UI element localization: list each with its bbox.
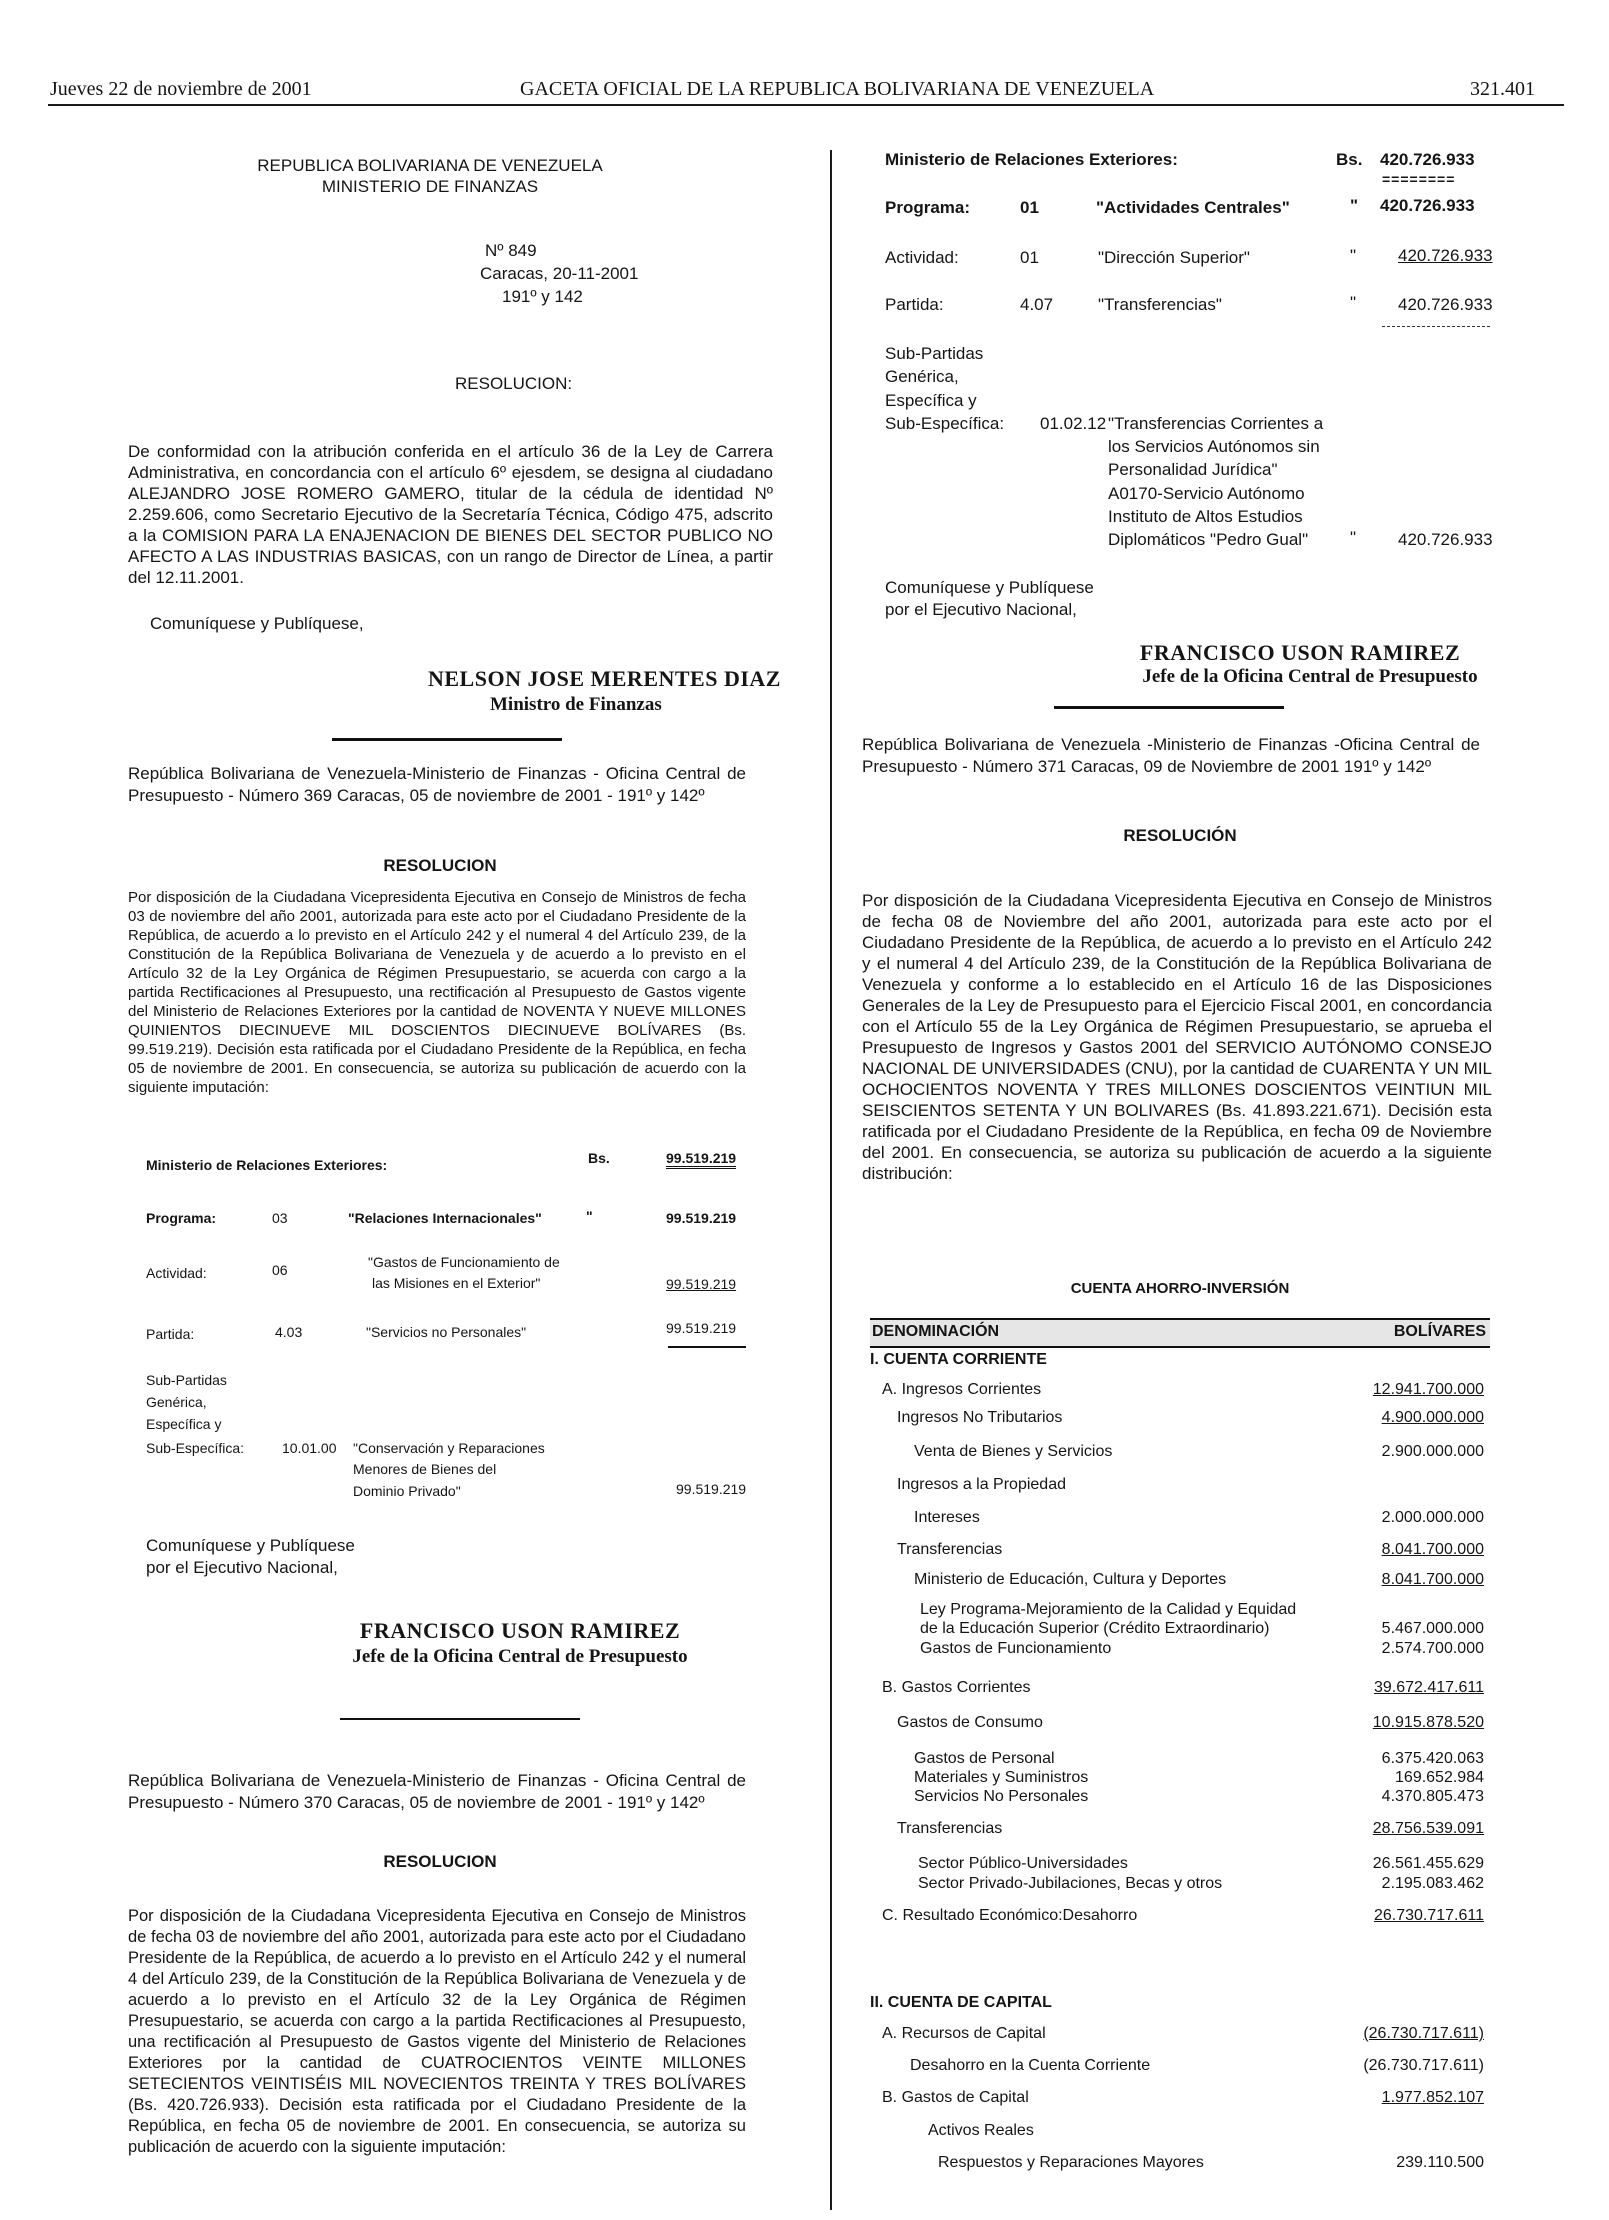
imp370-sub-label-2: Genérica, bbox=[885, 367, 959, 386]
imp370-signature-title: Jefe de la Oficina Central de Presupuesto bbox=[1142, 666, 1478, 687]
res369-activity-desc-2: las Misiones en el Exterior" bbox=[372, 1275, 541, 1291]
budget-row-value: 1.977.852.107 bbox=[1381, 2089, 1484, 2106]
budget-row-label: Materiales y Suministros bbox=[914, 1769, 1089, 1786]
budget-row-value: 10.915.878.520 bbox=[1372, 1714, 1484, 1731]
imp370-sub-label-4: Sub-Específica: bbox=[885, 414, 1005, 433]
budget-row-label: Sector Público-Universidades bbox=[918, 1855, 1128, 1872]
res369-sub-code: 10.01.00 bbox=[282, 1440, 337, 1456]
res369-signature-title: Jefe de la Oficina Central de Presupuesto bbox=[352, 1646, 688, 1667]
budget-row-value: 26.730.717.611 bbox=[1373, 1907, 1484, 1924]
res370-title: RESOLUCION bbox=[383, 1852, 497, 1871]
res369-program-label: Programa: bbox=[146, 1210, 217, 1226]
imp370-program-label: Programa: bbox=[885, 198, 971, 217]
res849-body: De conformidad con la atribución conferida en el artículo 36 de la Ley de Carrera Administrativa, en concordancia con el artículo 6º ejesdem, se designa al ciudadano ALEJANDRO JOSE ROMERO GAMERO, titular de la cédula de identidad Nº 2.259.606, como Secretario Ejecutivo de la Secretaría Técnica, Código 475, adscrito a la COMISION PARA LA ENAJENACION DE BIENES DEL SECTOR PUBLICO NO AFECTO A LAS INDUSTRIAS BASICAS, con un rango de Director de Línea, a partir del 12.11.2001. bbox=[128, 442, 773, 587]
imp370-sub-code: 01.02.12 bbox=[1040, 414, 1107, 433]
res849-signature-name: NELSON JOSE MERENTES DIAZ bbox=[428, 666, 781, 691]
imp370-partida-desc: "Transferencias" bbox=[1098, 295, 1222, 314]
budget-row-label: A. Ingresos Corrientes bbox=[882, 1381, 1042, 1398]
res371-title: RESOLUCIÓN bbox=[1123, 826, 1237, 845]
res369-partida-label: Partida: bbox=[146, 1326, 195, 1342]
budget-row-value: 2.900.000.000 bbox=[1381, 1443, 1484, 1460]
res369-closing-1: Comuníquese y Publíquese bbox=[146, 1536, 355, 1555]
budget-row-label: Ingresos a la Propiedad bbox=[897, 1476, 1066, 1493]
imp370-sub-desc-1: "Transferencias Corrientes a bbox=[1108, 414, 1324, 433]
res849-republic: REPUBLICA BOLIVARIANA DE VENEZUELA bbox=[257, 156, 603, 175]
imp370-signature-name: FRANCISCO USON RAMIREZ bbox=[1139, 640, 1461, 665]
budget-row-value: 2.574.700.000 bbox=[1381, 1640, 1484, 1657]
res369-program-code: 03 bbox=[272, 1210, 288, 1226]
res369-activity-code: 06 bbox=[272, 1262, 288, 1278]
budget-row-value: 4.370.805.473 bbox=[1381, 1788, 1484, 1805]
imp370-sub-desc-5: Instituto de Altos Estudios bbox=[1108, 507, 1303, 526]
budget-row-label: Gastos de Consumo bbox=[897, 1714, 1043, 1731]
res849-number: Nº 849 bbox=[485, 241, 537, 260]
imp370-ministry-value: 420.726.933 bbox=[1380, 150, 1475, 169]
budget-row-value: 2.195.083.462 bbox=[1381, 1875, 1484, 1892]
res369-sub-label-4: Sub-Específica: bbox=[146, 1440, 245, 1456]
budget-row-label: Activos Reales bbox=[928, 2122, 1034, 2139]
res369-sub-label-2: Genérica, bbox=[146, 1394, 207, 1410]
imp370-double-rule: ======== bbox=[1382, 171, 1456, 187]
res369-partida-value: 99.519.219 bbox=[666, 1320, 737, 1336]
budget-row-label: Ministerio de Educación, Cultura y Deportes bbox=[914, 1571, 1227, 1588]
res369-sub-label-1: Sub-Partidas bbox=[146, 1372, 227, 1388]
imp370-closing-1: Comuníquese y Publíquese bbox=[885, 578, 1094, 597]
res369-activity-value: 99.519.219 bbox=[666, 1276, 737, 1292]
budget-row-value: (26.730.717.611) bbox=[1363, 2025, 1484, 2042]
res369-sub-value: 99.519.219 bbox=[676, 1481, 747, 1497]
res371-intro: República Bolivariana de Venezuela -Ministerio de Finanzas -Oficina Central de Presupuesto - Número 371 Caracas, 09 de Noviembre de 2001 191º y 142º bbox=[862, 735, 1480, 776]
budget-row-label: Desahorro en la Cuenta Corriente bbox=[910, 2057, 1151, 2074]
imp370-sub-label-1: Sub-Partidas bbox=[885, 344, 984, 363]
imp370-signature-rule bbox=[1054, 706, 1284, 709]
imp370-sub-desc-6: Diplomáticos "Pedro Gual" bbox=[1108, 530, 1309, 549]
budget-col-bolivares: BOLÍVARES bbox=[1393, 1323, 1486, 1340]
budget-row-label: Respuestos y Reparaciones Mayores bbox=[938, 2154, 1204, 2171]
header-title: GACETA OFICIAL DE LA REPUBLICA BOLIVARIANA DE VENEZUELA bbox=[520, 78, 1155, 100]
budget-row-label: Venta de Bienes y Servicios bbox=[914, 1443, 1113, 1460]
budget-row-value: 12.941.700.000 bbox=[1372, 1381, 1484, 1398]
res369-signature-name: FRANCISCO USON RAMIREZ bbox=[359, 1618, 681, 1643]
budget-row-value: 8.041.700.000 bbox=[1381, 1541, 1484, 1558]
res849-years: 191º y 142 bbox=[502, 287, 583, 306]
budget-row-value: (26.730.717.611) bbox=[1363, 2057, 1484, 2074]
res369-title: RESOLUCION bbox=[383, 856, 497, 875]
budget-row-value: 5.467.000.000 bbox=[1381, 1620, 1484, 1637]
res369-signature-rule bbox=[340, 1718, 580, 1720]
budget-row-value: 28.756.539.091 bbox=[1372, 1820, 1484, 1837]
res369-program-value: 99.519.219 bbox=[666, 1210, 737, 1226]
budget-row-value: 26.561.455.629 bbox=[1372, 1855, 1484, 1872]
imp370-program-code: 01 bbox=[1020, 198, 1039, 217]
imp370-partida-value: 420.726.933 bbox=[1398, 295, 1493, 314]
imp370-program-desc: "Actividades Centrales" bbox=[1096, 198, 1290, 217]
res369-partida-code: 4.03 bbox=[275, 1324, 303, 1340]
budget-row-value: 239.110.500 bbox=[1396, 2154, 1484, 2171]
imp370-bs: Bs. bbox=[1336, 150, 1363, 169]
res849-date: Caracas, 20-11-2001 bbox=[480, 264, 639, 283]
budget-row-label: Intereses bbox=[914, 1509, 980, 1526]
imp370-sub-desc-4: A0170-Servicio Autónomo bbox=[1108, 484, 1305, 503]
res369-bs: Bs. bbox=[588, 1150, 610, 1166]
res369-body: Por disposición de la Ciudadana Vicepresidenta Ejecutiva en Consejo de Ministros de fecha 03 de noviembre del año 2001, autorizada para este acto por el Ciudadano Presidente de la República, de acuerdo a lo previsto en el Artículo 242 y el numeral 4 del Artículo 239, de la Constitución de la República Bolivariana de Venezuela y de acuerdo a lo previsto en el Artículo 32 de la Ley Orgánica de Régimen Presupuestario, se acuerda con cargo a la partida Rectificaciones al Presupuesto, una rectificación al Presupuesto de Gastos vigente del Ministerio de Relaciones Exteriores por la cantidad de NOVENTA Y NUEVE MILLONES QUINIENTOS DIECINUEVE MIL DOSCIENTOS DIECINUEVE BOLÍVARES (Bs. 99.519.219). Decisión esta ratificada por el Ciudadano Presidente de la República, en fecha 05 de noviembre de 2001. En consecuencia, se autoriza su publicación de acuerdo con la siguiente imputación: bbox=[128, 889, 746, 1096]
budget-col-denominacion: DENOMINACIÓN bbox=[872, 1323, 1000, 1340]
budget-row-value: 2.000.000.000 bbox=[1381, 1509, 1484, 1526]
res369-ministry-value: 99.519.219 bbox=[666, 1150, 736, 1169]
res369-sub-label-3: Específica y bbox=[146, 1416, 222, 1432]
imp370-sub-value: 420.726.933 bbox=[1398, 530, 1493, 549]
budget-table-header bbox=[870, 1318, 1490, 1348]
budget-row-label: I. CUENTA CORRIENTE bbox=[870, 1351, 1047, 1368]
imp370-ministry-label: Ministerio de Relaciones Exteriores: bbox=[885, 150, 1178, 169]
res369-program-desc: "Relaciones Internacionales" bbox=[348, 1210, 542, 1226]
res369-ministry-label: Ministerio de Relaciones Exteriores: bbox=[146, 1157, 388, 1173]
imp370-activity-desc: "Dirección Superior" bbox=[1098, 248, 1250, 267]
imp370-partida-label: Partida: bbox=[885, 295, 944, 314]
imp370-activity-code: 01 bbox=[1020, 248, 1039, 267]
res369-sub-desc-2: Menores de Bienes del bbox=[353, 1461, 497, 1477]
res369-sub-desc-3: Dominio Privado" bbox=[353, 1483, 461, 1499]
budget-row-label: Gastos de Personal bbox=[914, 1750, 1055, 1767]
budget-row-label: C. Resultado Económico:Desahorro bbox=[882, 1907, 1138, 1924]
res369-closing-2: por el Ejecutivo Nacional, bbox=[146, 1558, 338, 1577]
res369-activity-desc-1: "Gastos de Funcionamiento de bbox=[368, 1254, 560, 1270]
budget-row-label: Ingresos No Tributarios bbox=[897, 1409, 1063, 1426]
res849-closing: Comuníquese y Publíquese, bbox=[150, 614, 364, 633]
res370-body: Por disposición de la Ciudadana Vicepresidenta Ejecutiva en Consejo de Ministros de fecha 03 de noviembre del año 2001, autorizada para este acto por el Ciudadano Presidente de la República, de acuerdo a lo previsto en el Artículo 242 y el numeral 4 del Artículo 239, de la Constitución de la República Bolivariana de Venezuela y de acuerdo a lo previsto en el Artículo 32 de la Ley Orgánica de Régimen Presupuestario, se acuerda con cargo a la partida Rectificaciones al Presupuesto, una rectificación al Presupuesto de Gastos vigente del Ministerio de Relaciones Exteriores por la cantidad de CUATROCIENTOS VEINTE MILLONES SETECIENTOS VEINTISÉIS MIL NOVECIENTOS TREINTA Y TRES BOLÍVARES (Bs. 420.726.933). Decisión esta ratificada por el Ciudadano Presidente de la República, en fecha 05 de noviembre de 2001. En consecuencia, se autoriza su publicación de acuerdo con la siguiente imputación: bbox=[128, 1907, 746, 2156]
budget-row-value: 8.041.700.000 bbox=[1381, 1571, 1484, 1588]
budget-row-label: A. Recursos de Capital bbox=[882, 2025, 1046, 2042]
res369-partida-rule bbox=[668, 1346, 746, 1348]
res369-intro: República Bolivariana de Venezuela-Ministerio de Finanzas - Oficina Central de Presupuesto - Número 369 Caracas, 05 de noviembre de 2001 - 191º y 142º bbox=[128, 764, 746, 805]
budget-row-label: Ley Programa-Mejoramiento de la Calidad y Equidad bbox=[920, 1601, 1297, 1618]
budget-row-label: Sector Privado-Jubilaciones, Becas y otros bbox=[918, 1875, 1223, 1892]
budget-row-label: B. Gastos Corrientes bbox=[882, 1679, 1031, 1696]
column-divider bbox=[830, 150, 832, 2210]
res849-title: RESOLUCION: bbox=[455, 374, 573, 393]
budget-row-label: de la Educación Superior (Crédito Extraordinario) bbox=[920, 1620, 1270, 1637]
res371-body: Por disposición de la Ciudadana Vicepresidenta Ejecutiva en Consejo de Ministros de fecha 08 de Noviembre del año 2001, autorizada para este acto por el Ciudadano Presidente de la República, de acuerdo a lo previsto en el Artículo 242 y el numeral 4 del Artículo 239, de la Constitución de la República Bolivariana de Venezuela y conforme a lo establecido en el Artículo 16 de las Disposiciones Generales de la Ley de Presupuesto para el Ejercicio Fiscal 2001, en concordancia con el Artículo 55 de la Ley Orgánica de Régimen Presupuestario, se aprueba el Presupuesto de Ingresos y Gastos 2001 del SERVICIO AUTÓNOMO CONSEJO NACIONAL DE UNIVERSIDADES (CNU), por la cantidad de CUARENTA Y UN MIL OCHOCIENTOS NOVENTA Y TRES MILLONES DOSCIENTOS VEINTIUN MIL SEISCIENTOS SETENTA Y UN BOLIVARES (Bs. 41.893.221.671). Decisión esta ratificada por el Ciudadano Presidente de la República, en fecha 09 de Noviembre del 2001. En consecuencia, se autoriza su publicación de acuerdo a la siguiente distribución: bbox=[862, 891, 1492, 1183]
budget-row-label: B. Gastos de Capital bbox=[882, 2089, 1029, 2106]
imp370-partida-quote: " bbox=[1350, 293, 1357, 312]
budget-row-label: Transferencias bbox=[897, 1541, 1003, 1558]
imp370-program-quote: " bbox=[1350, 196, 1359, 215]
budget-row-value: 6.375.420.063 bbox=[1381, 1750, 1484, 1767]
budget-row-label: Servicios No Personales bbox=[914, 1788, 1089, 1805]
imp370-program-value: 420.726.933 bbox=[1380, 196, 1475, 215]
res369-sub-desc-1: "Conservación y Reparaciones bbox=[353, 1440, 545, 1456]
res369-program-quote: " bbox=[586, 1208, 593, 1224]
imp370-activity-quote: " bbox=[1350, 246, 1357, 265]
budget-row-label: Gastos de Funcionamiento bbox=[920, 1640, 1112, 1657]
imp370-sub-label-3: Específica y bbox=[885, 391, 977, 410]
res371-table-title: CUENTA AHORRO-INVERSIÓN bbox=[1070, 1280, 1290, 1297]
budget-row-value: 169.652.984 bbox=[1395, 1769, 1484, 1786]
budget-row-label: Transferencias bbox=[897, 1820, 1003, 1837]
imp370-activity-value: 420.726.933 bbox=[1398, 246, 1493, 265]
res369-activity-label: Actividad: bbox=[146, 1265, 207, 1281]
imp370-activity-label: Actividad: bbox=[885, 248, 959, 267]
imp370-closing-2: por el Ejecutivo Nacional, bbox=[885, 600, 1077, 619]
imp370-partida-code: 4.07 bbox=[1020, 295, 1054, 314]
budget-row-value: 4.900.000.000 bbox=[1381, 1409, 1484, 1426]
imp370-sub-quote: " bbox=[1350, 528, 1357, 547]
budget-row-value: 39.672.417.611 bbox=[1373, 1679, 1484, 1696]
imp370-partida-rule bbox=[1382, 326, 1490, 327]
budget-row-label: II. CUENTA DE CAPITAL bbox=[870, 1994, 1052, 2011]
res849-signature-title: Ministro de Finanzas bbox=[490, 694, 662, 715]
res370-intro: República Bolivariana de Venezuela-Ministerio de Finanzas - Oficina Central de Presupuesto - Número 370 Caracas, 05 de noviembre de 2001 - 191º y 142º bbox=[128, 1771, 746, 1812]
res369-partida-desc: "Servicios no Personales" bbox=[366, 1324, 527, 1340]
header-rule bbox=[48, 104, 1564, 106]
imp370-sub-desc-3: Personalidad Jurídica" bbox=[1108, 460, 1278, 479]
res849-signature-rule bbox=[332, 738, 562, 741]
header-date: Jueves 22 de noviembre de 2001 bbox=[50, 78, 312, 100]
imp370-sub-desc-2: los Servicios Autónomos sin bbox=[1108, 437, 1320, 456]
res849-ministry: MINISTERIO DE FINANZAS bbox=[321, 177, 539, 196]
header-page-number: 321.401 bbox=[1470, 78, 1535, 100]
